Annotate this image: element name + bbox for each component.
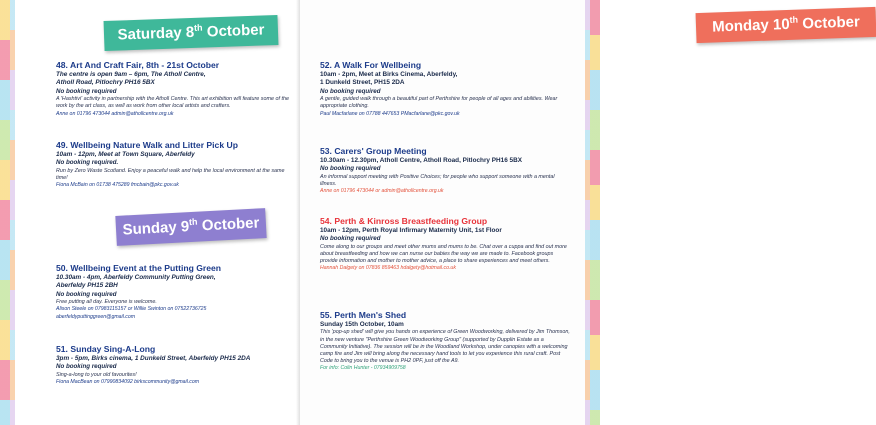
decorative-stripe [10, 0, 15, 425]
event-contact: Fiona McBain on 01738 475289 fmcbain@pkc.gov.uk [56, 182, 179, 189]
event-title: 51. Sunday Sing-A-Long [56, 344, 156, 354]
event-title: 50. Wellbeing Event at the Putting Green [56, 263, 222, 273]
event-title: 53. Carers' Group Meeting [320, 146, 427, 156]
event-details: 10.30am - 4pm, Aberfeldy Community Putting Green, [56, 274, 216, 281]
event-description: A gentle, guided walk through a beautiful part of Perthshire for people of all ages and abilities. Wear appropriate clothing. [320, 96, 558, 110]
booking-note: No booking required [320, 235, 381, 243]
booking-note: No booking required [56, 363, 117, 371]
event-details: 10.30am - 12.30pm, Atholl Centre, Atholl Road, Pitlochry PH16 5BX [320, 157, 522, 164]
event-description: Run by Zero Waste Scotland. Enjoy a peaceful walk and help the local environment at the same time! [56, 167, 285, 182]
banner-month: October [797, 13, 861, 33]
event-details: Atholl Road, Pitlochry PH16 5BX [56, 79, 155, 87]
event-contact: Anne on 01796 473044 or admin@athollcentre.org.uk [320, 188, 444, 195]
event-contact: Anne on 01796 473044 admin@athollcentre.org.uk [56, 110, 174, 117]
event-49 [56, 140, 294, 190]
booking-note: No booking required [56, 290, 117, 298]
sunday-banner [115, 208, 266, 246]
decorative-stripe [585, 0, 590, 425]
booking-note: No booking required [320, 165, 381, 173]
saturday-banner [104, 15, 279, 51]
banner-sup: th [193, 22, 203, 33]
event-title: 49. Wellbeing Nature Walk and Litter Pick Up [56, 140, 238, 150]
banner-day: Monday 10 [711, 15, 790, 36]
event-details: 10am - 12pm, Perth Royal Infirmary Maternity Unit, 1st Floor [320, 227, 502, 234]
event-details: 3pm - 5pm, Birks cinema, 1 Dunkeld Street, Aberfeldy PH15 2DA [56, 355, 251, 362]
event-title: 52. A Walk For Wellbeing [320, 60, 422, 70]
booking-note: No booking required. [56, 159, 119, 167]
event-contact: Paul Macfarlane on 07788 447653 PMacfarlane@pkc.gov.uk [320, 110, 460, 117]
event-48 [56, 60, 294, 118]
event-53 [320, 146, 570, 196]
event-contact: Alison Steele on 07983115157 or Willie Swinton on 07522736725 [56, 306, 207, 313]
event-51 [56, 344, 294, 386]
banner-month: October [197, 214, 260, 235]
banner-sup: th [789, 14, 799, 25]
decorative-stripe [590, 0, 600, 425]
left-page [0, 0, 300, 425]
event-contact: Hannah Dalgety on 07836 859463 hdalgety@hotmail.co.uk [320, 265, 456, 272]
event-details: 1 Dunkeld Street, PH15 2DA [320, 79, 405, 87]
banner-day: Sunday 9 [122, 218, 190, 239]
banner-month: October [202, 21, 265, 41]
event-description: A 'Hashtivi' activity in partnership with the Atholl Centre. This art exhibition will feature some of the work by the art class, as well as work from other local artists and crafters. [56, 96, 289, 110]
banner-day: Saturday 8 [117, 23, 195, 44]
event-description: Sing-a-long to your old favourites! [56, 371, 137, 378]
event-title: 55. Perth Men's Shed [320, 310, 407, 320]
event-contact: Fiona MacBean on 07990834092 birkscommunity@gmail.com [56, 379, 200, 386]
event-description: This 'pop-up shed' will give you hands on experience of Green Woodworking, delivered by Jim Thomson, in the new venture "Perthshire Green Woodworking Group" (supported by Dupplin Estate as a Community Initiative). The session will be in the Woodland Workshop, under canopies with a welcoming camp fire and Jim will bring along the necessary hand tools to let you experience this rural craft. Post Code to bring you to the venue is PH2 0PF, just off the A9. [320, 329, 570, 365]
event-details: 10am - 2pm, Meet at Birks Cinema, Aberfeldy, [320, 71, 458, 78]
banner-sup: th [188, 216, 198, 228]
event-details: The centre is open 9am – 6pm, The Atholl Centre, [56, 71, 206, 78]
booking-note: No booking required [320, 87, 381, 95]
event-contact: For info: Colin Hunter - 07934909758 [320, 365, 406, 372]
event-description: Free putting all day. Everyone is welcome. [56, 299, 157, 306]
monday-banner [696, 7, 876, 43]
event-54 [320, 216, 570, 273]
booking-note: No booking required [56, 87, 117, 95]
event-description: Come along to our groups and meet other mums and mums to be. Chat over a cuppa and find out more about breastfeeding and how we can nurse our babies the way we are made to. Facebook groups provide information and mother to mother advice, a place to share experiences and meet others. [320, 243, 567, 265]
event-title: 48. Art And Craft Fair, 8th - 21st October [56, 60, 220, 70]
event-description: An informal support meeting with Positive Choices; for people who support someone with a mental illness. [320, 173, 555, 188]
right-page [300, 0, 861, 425]
event-52 [320, 60, 570, 118]
decorative-stripe [0, 0, 10, 425]
event-details: Sunday 15th October, 10am [320, 321, 404, 328]
event-title: 54. Perth & Kinross Breastfeeding Group [320, 216, 488, 226]
event-contact: aberfeldyputtinggreen@gmail.com [56, 313, 136, 320]
event-55 [320, 310, 570, 373]
event-details: 10am - 12pm, Meet at Town Square, Aberfeldy [56, 151, 195, 158]
event-details: Aberfeldy PH15 2BH [56, 282, 118, 290]
event-50 [56, 263, 294, 321]
